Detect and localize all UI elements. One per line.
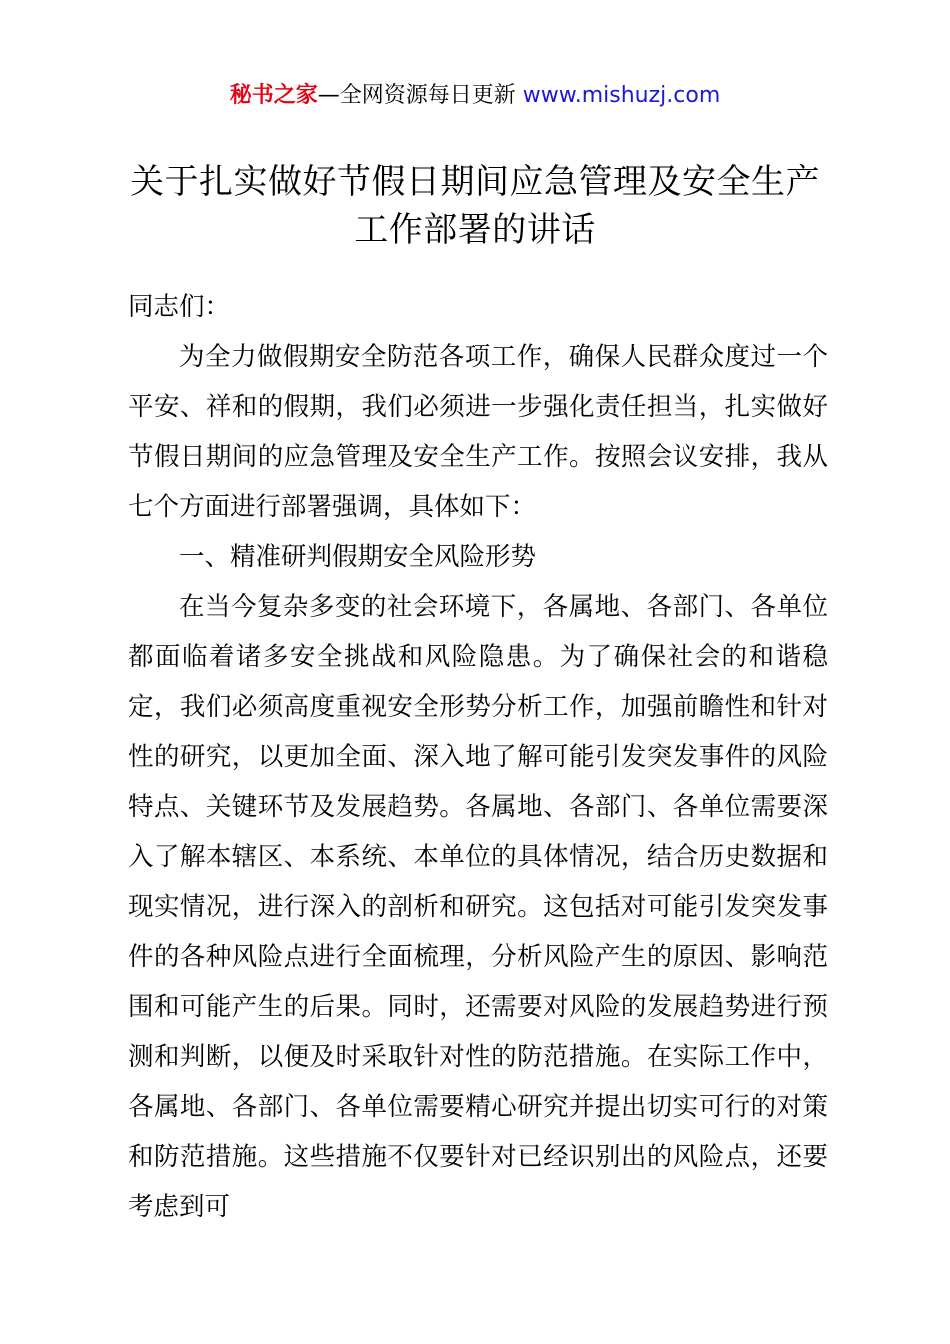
section-heading-1: 一、精准研判假期安全风险形势 xyxy=(179,542,537,572)
site-link[interactable]: www.mishuzj.com xyxy=(522,83,721,108)
document-body xyxy=(128,282,828,1232)
title-line-2: 工作部署的讲话 xyxy=(354,210,596,250)
page-header xyxy=(0,78,950,114)
greeting: 同志们： xyxy=(128,292,231,322)
document-title xyxy=(100,158,850,254)
paragraph-intro: 为全力做假期安全防范各项工作，确保人民群众度过一个平安、祥和的假期，我们必须进一步强化责任担当，扎实做好节假日期间的应急管理及安全生产工作。按照会议安排，我从七个方面进行部署强调，具体如下： xyxy=(128,342,828,522)
brand-name: 秘书之家 xyxy=(229,83,318,108)
title-line-1: 关于扎实做好节假日期间应急管理及安全生产 xyxy=(130,162,820,202)
header-tagline: —全网资源每日更新 xyxy=(317,83,516,108)
paragraph-section-1: 在当今复杂多变的社会环境下，各属地、各部门、各单位都面临着诸多安全挑战和风险隐患。为了确保社会的和谐稳定，我们必须高度重视安全形势分析工作，加强前瞻性和针对性的研究，以更加全面、深入地了解可能引发突发事件的风险特点、关键环节及发展趋势。各属地、各部门、各单位需要深入了解本辖区、本系统、本单位的具体情况，结合历史数据和现实情况，进行深入的剖析和研究。这包括对可能引发突发事件的各种风险点进行全面梳理，分析风险产生的原因、影响范围和可能产生的后果。同时，还需要对风险的发展趋势进行预测和判断，以便及时采取针对性的防范措施。在实际工作中，各属地、各部门、各单位需要精心研究并提出切实可行的对策和防范措施。这些措施不仅要针对已经识别出的风险点，还要考虑到可 xyxy=(128,592,828,1222)
